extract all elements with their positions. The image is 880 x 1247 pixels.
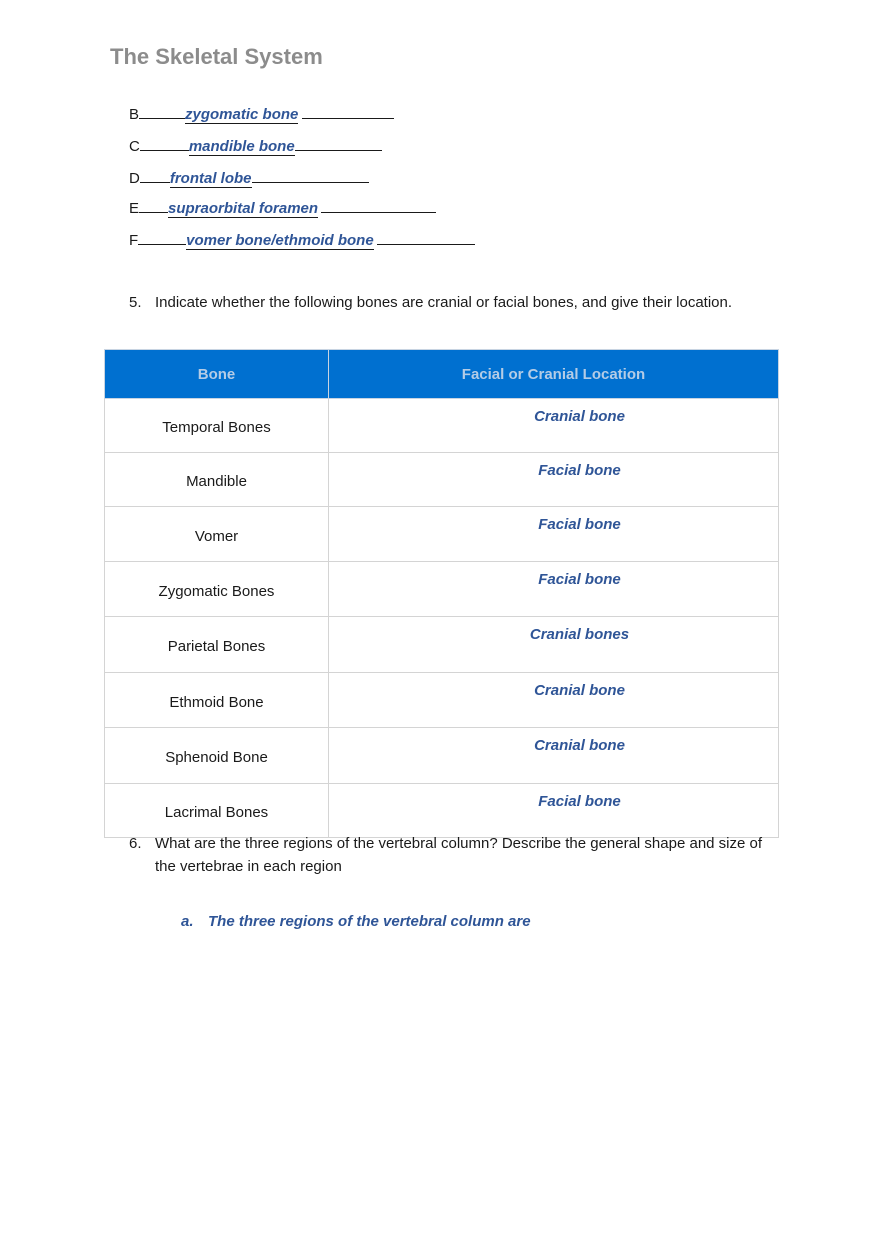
bone-type-cell [329,399,779,453]
bone-type-answer: Facial bone [538,571,621,588]
header-location: Facial or Cranial Location [329,350,779,399]
blank-line [377,230,475,245]
sub-answer-a [181,913,531,930]
bone-name-cell: Parietal Bones [105,617,329,673]
bone-name-cell: Ethmoid Bone [105,673,329,728]
blank-line [140,168,170,183]
bone-type-cell [329,673,779,728]
question-number: 6. [129,835,142,852]
bone-classification-table [104,349,779,838]
bone-type-answer: Cranial bone [534,737,625,754]
bone-name-cell: Mandible [105,453,329,507]
question-text: Indicate whether the following bones are cranial or facial bones, and give their location. [155,294,733,311]
fill-in-answer: frontal lobe [169,170,252,187]
bone-type-answer: Cranial bone [534,682,625,699]
fill-in-line-d [129,168,369,187]
fill-in-answer: vomer bone/ethmoid bone [186,232,374,249]
blank-line [139,104,185,119]
table-row [105,562,779,617]
fill-in-answer: supraorbital foramen [168,200,319,217]
sub-answer-text: The three regions of the vertebral column are [208,913,531,930]
question-number: 5. [129,294,142,311]
fill-in-line-c [129,136,382,155]
blank-line [252,168,369,183]
sub-answer-letter: a. [181,913,194,930]
bone-type-answer: Facial bone [538,462,621,479]
table-row [105,784,779,838]
fill-in-letter: F [129,232,139,249]
table-row [105,673,779,728]
page-title: The Skeletal System [110,44,323,69]
table-header-row [105,350,779,399]
blank-line [139,198,168,213]
fill-in-letter: B [129,106,140,123]
bone-name-cell: Vomer [105,507,329,562]
blank-line [295,136,382,151]
bone-name-cell: Zygomatic Bones [105,562,329,617]
table-row [105,728,779,784]
bone-type-cell [329,562,779,617]
table-row [105,453,779,507]
blank-line [140,136,189,151]
fill-in-letter: E [129,200,140,217]
bone-name-cell: Lacrimal Bones [105,784,329,838]
table-row [105,507,779,562]
blank-line [302,104,394,119]
fill-in-line-b [129,104,394,123]
fill-in-line-f [129,230,475,249]
bone-name-cell: Sphenoid Bone [105,728,329,784]
bone-type-answer: Facial bone [538,793,621,810]
bone-type-answer: Cranial bone [534,408,625,425]
bone-name-cell: Temporal Bones [105,399,329,453]
bone-type-cell [329,784,779,838]
blank-line [138,230,186,245]
table-row [105,399,779,453]
bone-type-answer: Facial bone [538,516,621,533]
bone-type-cell [329,728,779,784]
fill-in-line-e [129,198,436,217]
fill-in-answer: zygomatic bone [185,106,299,123]
bone-type-cell [329,507,779,562]
bone-type-cell [329,453,779,507]
header-bone: Bone [105,350,329,399]
fill-in-letter: C [129,138,140,155]
table-row [105,617,779,673]
fill-in-answer: mandible bone [188,138,295,155]
fill-in-letter: D [129,170,140,187]
bone-type-answer: Cranial bones [529,626,630,643]
question-text: What are the three regions of the vertebral column? Describe the general shape and size of the vertebrae in each region [155,835,763,875]
question-5 [129,291,809,314]
blank-line [321,198,436,213]
bone-type-cell [329,617,779,673]
question-6 [129,832,779,878]
